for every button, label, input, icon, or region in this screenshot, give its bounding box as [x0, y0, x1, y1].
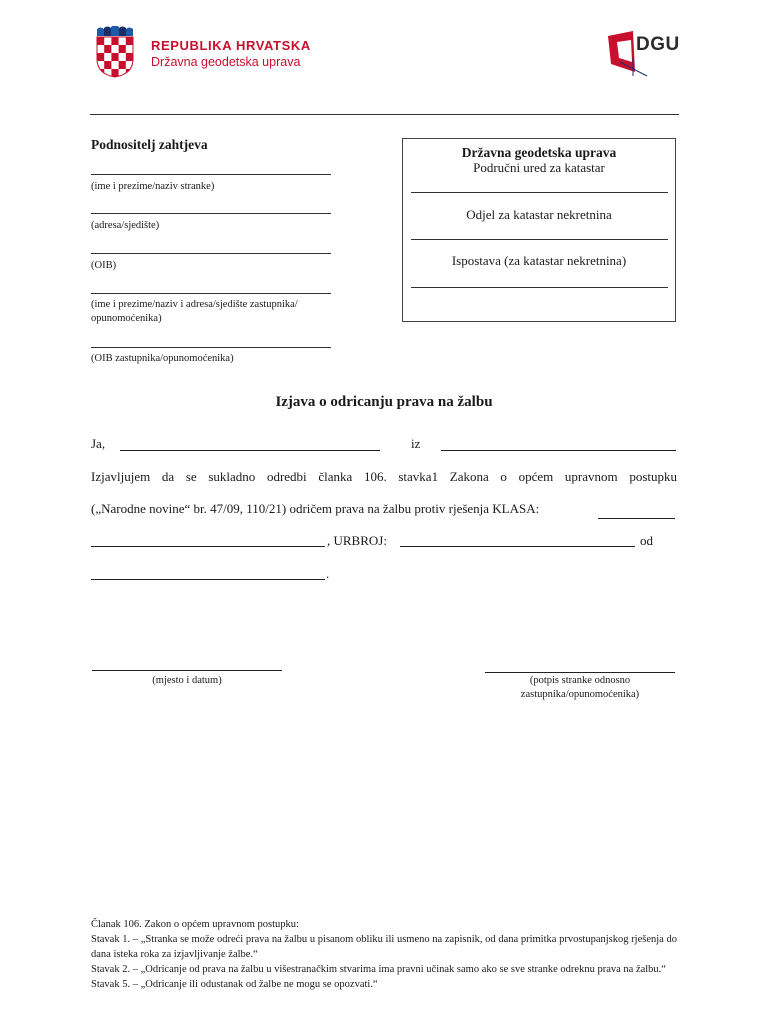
iz-label: iz	[411, 436, 421, 451]
signature-label-2: zastupnika/opunomoćenika)	[520, 689, 640, 700]
klasa-line-2[interactable]	[91, 546, 325, 547]
footnote-stavak-2: Stavak 2. – „Odricanje od prava na žalbu u višestranačkim stvarima ima pravni učinak samo ako se sve stranke odreknu prava na žalbu.“	[91, 964, 666, 975]
dgu-logo-text: DGU	[636, 34, 680, 55]
klasa-line[interactable]	[598, 518, 675, 519]
representative-label-2: opunomoćenika)	[91, 313, 162, 324]
applicant-oib-line[interactable]	[91, 253, 331, 254]
place-date-line[interactable]	[92, 670, 282, 671]
date-line[interactable]	[91, 579, 325, 580]
applicant-address-label: (adresa/sjedište)	[91, 220, 160, 231]
croatian-coat-of-arms-icon	[96, 26, 134, 78]
applicant-name-label: (ime i prezime/naziv stranke)	[91, 181, 215, 192]
statement-line-1: Izjavljujem da se sukladno odredbi članka 106. stavka1 Zakona o općem upravnom postupku	[91, 469, 677, 484]
representative-label-1: (ime i prezime/naziv i adresa/sjedište zastupnika/	[91, 299, 298, 310]
office-branch: Ispostava (za katastar nekretnina)	[451, 253, 627, 268]
office-regional: Područni ured za katastar	[473, 160, 605, 175]
footnote	[91, 917, 677, 992]
applicant-oib-label: (OIB)	[91, 260, 117, 271]
office-regional-line[interactable]	[411, 192, 668, 193]
representative-line[interactable]	[91, 293, 331, 294]
signature-label-1: (potpis stranke odnosno	[529, 675, 631, 686]
end-dot: .	[326, 566, 330, 581]
place-line[interactable]	[441, 450, 676, 451]
footnote-stavak-5: Stavak 5. – „Odricanje ili odustanak od žalbe ne mogu se opozvati.“	[91, 979, 378, 990]
header-title: REPUBLIKA HRVATSKA	[151, 38, 311, 53]
signature-line[interactable]	[485, 672, 675, 673]
office-department: Odjel za katastar nekretnina	[466, 207, 612, 222]
representative-oib-line[interactable]	[91, 347, 331, 348]
od-label: od	[640, 533, 653, 548]
footnote-stavak-1: Stavak 1. – „Stranka se može odreći prava na žalbu u pisanom obliku ili usmeno na zapisnik, od dana primitka prvostupanjskog rješenja do dana isteka roka za izjavljivanje žalbe.“	[91, 934, 677, 960]
applicant-title: Podnositelj zahtjeva	[91, 137, 208, 152]
document-title: Izjava o odricanju prava na žalbu	[275, 394, 493, 410]
place-date-label: (mjesto i datum)	[152, 675, 222, 686]
ja-label: Ja,	[91, 436, 106, 451]
applicant-name-line[interactable]	[91, 174, 331, 175]
statement-line-2: („Narodne novine“ br. 47/09, 110/21) odričem prava na žalbu protiv rješenja KLASA:	[91, 501, 540, 516]
office-title: Državna geodetska uprava	[461, 145, 617, 160]
office-branch-line[interactable]	[411, 287, 668, 288]
representative-oib-label: (OIB zastupnika/opunomoćenika)	[91, 353, 234, 364]
urbroj-label: , URBROJ:	[327, 533, 387, 548]
footnote-heading: Članak 106. Zakon o općem upravnom postupku:	[91, 919, 299, 930]
urbroj-line[interactable]	[400, 546, 635, 547]
applicant-address-line[interactable]	[91, 213, 331, 214]
header-subtitle: Državna geodetska uprava	[151, 55, 301, 69]
header-divider	[90, 114, 679, 115]
office-department-line[interactable]	[411, 239, 668, 240]
name-line[interactable]	[120, 450, 380, 451]
